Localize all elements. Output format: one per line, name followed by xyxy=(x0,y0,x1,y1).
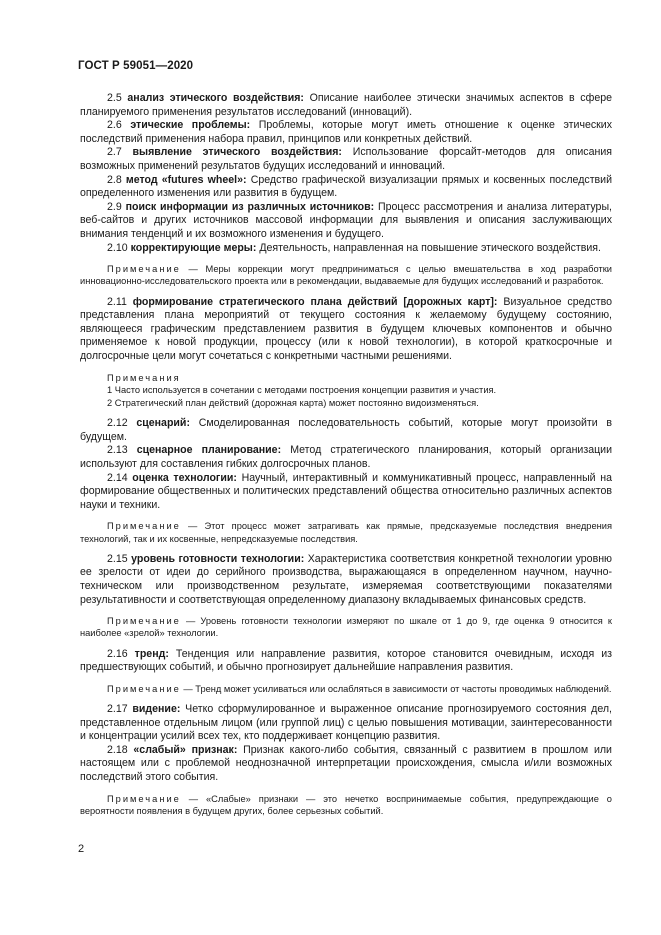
term-entry xyxy=(80,744,612,785)
note xyxy=(80,615,612,639)
term-entry xyxy=(80,648,612,675)
term-definition: Признак какого-либо события, связанный с развитием в прошлом или настоящем или с проблемой неоднозначной интерпретации происхождения, смысла и/или возможных последствий этого события. xyxy=(80,743,612,783)
note-text: — «Слабые» признаки — это нечетко воспринимаемые события, предупреждающие о вероятности появления в будущем других, более серьезных событий. xyxy=(80,793,612,816)
note-label: Примечание xyxy=(107,521,181,532)
term-entry xyxy=(80,174,612,201)
term-name: выявление этического воздействия: xyxy=(132,146,342,159)
term-number: 2.14 xyxy=(107,471,128,484)
term-entry xyxy=(80,472,612,513)
term-entry xyxy=(80,417,612,444)
term-name: оценка технологии: xyxy=(132,471,237,484)
term-definition: Средство графической визуализации прямых и косвенных последствий определенного изменения или развития в будущем. xyxy=(80,173,613,200)
term-definition: Тенденция или направление развития, которое становится очевидным, исходя из предшествующих событий, и обычно прогнозирует дальнейшие направления развития. xyxy=(80,647,612,674)
note xyxy=(80,263,612,287)
term-definition: Деятельность, направленная на повышение этического воздействия. xyxy=(259,241,601,254)
term-entry xyxy=(80,553,612,607)
term-number: 2.15 xyxy=(107,552,128,565)
note xyxy=(80,520,612,544)
note-text: — Тренд может усиливаться или ослабляться в зависимости от частоты проводимых наблюдений. xyxy=(183,683,612,694)
term-number: 2.10 xyxy=(107,241,128,254)
term-definition: Характеристика соответствия конкретной технологии уровню ее зрелости от идеи до серийного производства, выражающаяся в определенном научном, научно-техническом или производственном результате, измеряемая соответствующими показателями результативности и соответствующая определенному диапазону вкладываемых финансовых средств. xyxy=(80,552,612,606)
term-name: корректирующие меры: xyxy=(130,241,257,254)
term-entry xyxy=(80,92,612,119)
term-definition: Метод стратегического планирования, который организации используют для составления гибких долгосрочных планов. xyxy=(80,444,612,471)
document-body xyxy=(80,92,612,825)
term-name: тренд: xyxy=(134,647,169,660)
term-name: уровень готовности технологии: xyxy=(131,552,305,565)
term-entry xyxy=(80,242,612,256)
term-definition: Четко сформулированное и выраженное описание прогнозируемого состояния дел, представленное отдельным лицом (или группой лиц) с целью повышения мотивации, заинтересованности и концентрации усилий всех тех, кто поддерживает концепцию развития. xyxy=(80,703,612,743)
term-definition: Проблемы, которые могут иметь отношение к оценке этических последствий применения набора правил, принципов или конкретных действий. xyxy=(80,119,613,145)
page-number: 2 xyxy=(78,843,85,855)
term-name: сценарий: xyxy=(136,417,190,430)
term-number: 2.5 xyxy=(107,92,122,104)
term-number: 2.16 xyxy=(107,647,128,660)
note xyxy=(80,793,612,817)
term-entry xyxy=(80,119,612,146)
term-number: 2.7 xyxy=(107,146,122,159)
term-number: 2.9 xyxy=(107,200,122,213)
term-definition: Описание наиболее этически значимых аспектов в сфере планируемого применения результатов исследований (инноваций). xyxy=(80,92,612,118)
term-definition: Научный, интерактивный и коммуникативный процесс, направленный на формирование общественных и политических представлений общества относительно различных аспектов науки и техники. xyxy=(80,471,613,511)
notes-item: 2 Стратегический план действий (дорожная карта) может постоянно видоизменяться. xyxy=(107,397,479,408)
note-text: — Меры коррекции могут предприниматься с целью вмешательства в ход разработки инновационно-исследовательского проекта или в рекомендации, выдаваемые для будущих исследований и разработок. xyxy=(80,264,612,287)
term-number: 2.17 xyxy=(107,703,128,716)
term-name: этические проблемы: xyxy=(130,119,251,132)
term-name: анализ этического воздействия: xyxy=(127,92,304,104)
term-number: 2.11 xyxy=(107,295,127,308)
term-number: 2.18 xyxy=(107,743,128,756)
note-text: — Этот процесс может затрагивать как прямые, предсказуемые последствия внедрения технологий, так и их косвенные, непредсказуемые последствия. xyxy=(80,521,613,544)
term-number: 2.8 xyxy=(107,173,122,186)
term-definition: Использование форсайт-методов для описания возможных применений результатов будущих исследований и инноваций. xyxy=(80,146,612,172)
note-text: — Уровень готовности технологии измеряют по шкале от 1 до 9, где оценка 9 относится к наиболее «зрелой» технологии. xyxy=(80,616,612,639)
note-label: Примечание xyxy=(107,683,181,694)
term-name: формирование стратегического плана действий [дорожных карт]: xyxy=(132,295,498,308)
term-definition: Процесс рассмотрения и анализа литературы, веб-сайтов и других источников массовой информации для выявления и описания заслуживающих внимания тенденций и их возможного изменения и будущего. xyxy=(80,200,613,240)
term-name: метод «futures wheel»: xyxy=(125,173,247,186)
note xyxy=(80,683,612,695)
term-entry xyxy=(80,146,612,173)
notes-label: Примечания xyxy=(107,372,181,383)
term-number: 2.13 xyxy=(107,444,128,457)
note-label: Примечание xyxy=(107,793,181,804)
notes-heading xyxy=(80,372,612,385)
term-entry xyxy=(80,296,612,364)
document-header: ГОСТ Р 59051—2020 xyxy=(78,60,194,72)
term-name: видение: xyxy=(132,703,181,716)
term-name: поиск информации из различных источников: xyxy=(125,200,375,213)
note-label: Примечание xyxy=(107,264,181,275)
term-entry xyxy=(80,201,612,242)
term-entry xyxy=(80,444,612,471)
term-definition: Смоделированная последовательность событий, которые могут произойти в будущем. xyxy=(80,417,612,443)
term-name: «слабый» признак: xyxy=(133,743,238,756)
notes-list xyxy=(80,372,612,410)
note-label: Примечание xyxy=(107,616,181,627)
term-number: 2.12 xyxy=(107,417,128,430)
term-number: 2.6 xyxy=(107,119,122,132)
term-definition: Визуальное средство представления плана мероприятий от текущего состояния к желаемому будущему состоянию, являющееся графическим представлением развития в будущем ключевых компонентов и обычно применяемое к новой продукции, процессу (или к новой технологии), в которой краткосрочные и долгосрочные цели могут сочетаться с конкретными частными решениями. xyxy=(80,295,612,362)
term-name: сценарное планирование: xyxy=(136,444,282,457)
notes-item: 1 Часто используется в сочетании с методами построения концепции развития и участия. xyxy=(107,385,497,396)
term-entry xyxy=(80,703,612,744)
